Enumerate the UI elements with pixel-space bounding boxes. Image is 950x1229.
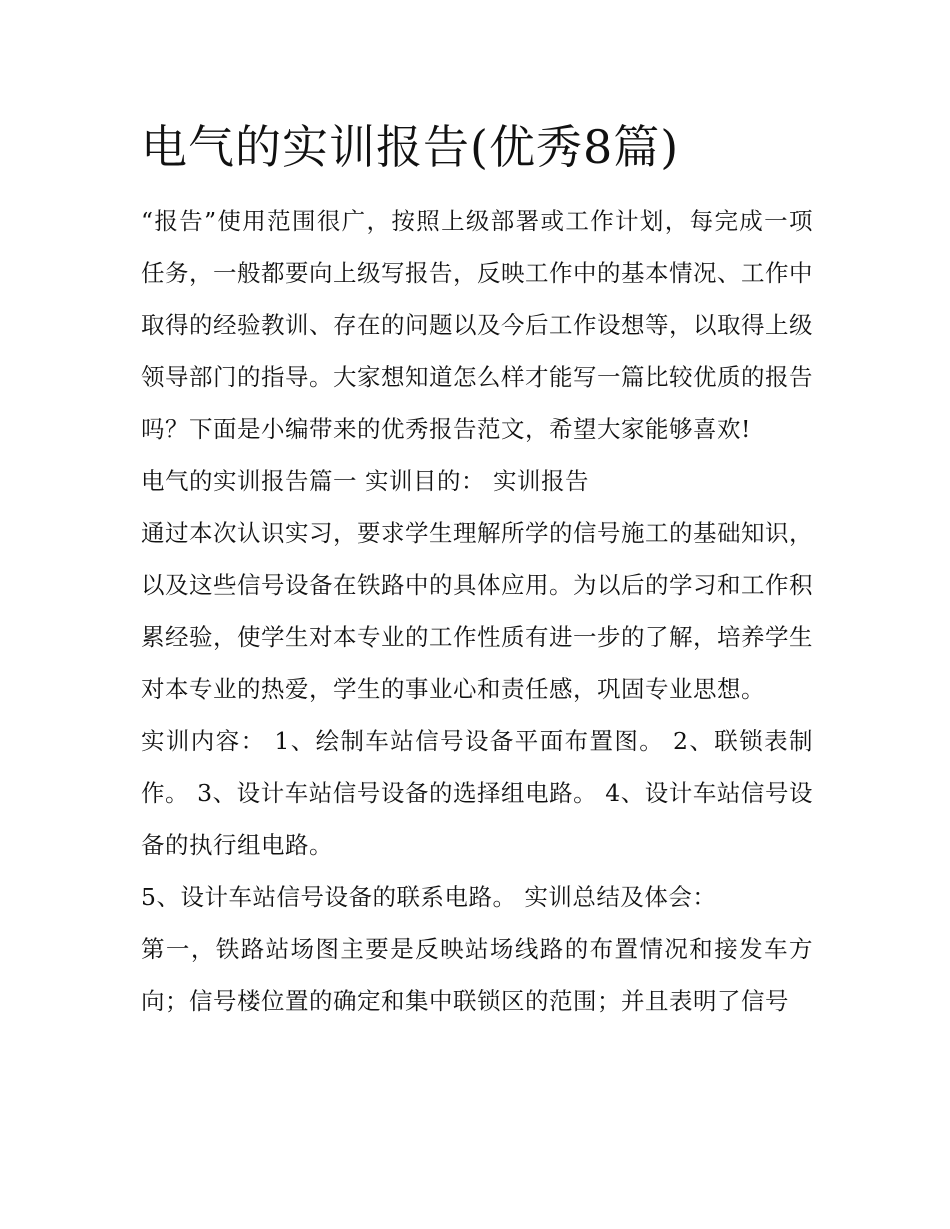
document-body: [141, 195, 813, 1027]
training-purpose-paragraph: 通过本次认识实习，要求学生理解所学的信号施工的基础知识，以及这些信号设备在铁路中的具体应用。为以后的学习和工作积累经验，使学生对本专业的工作性质有进一步的了解，培养学生对本专业的热爱，学生的事业心和责任感，巩固专业思想。: [141, 519, 813, 703]
training-content-continued: 5、设计车站信号设备的联系电路。 实训总结及体会：: [141, 883, 717, 911]
summary-paragraph: 第一，铁路站场图主要是反映站场线路的布置情况和接发车方向；信号楼位置的确定和集中联锁区的范围；并且表明了信号: [141, 935, 813, 1015]
section-heading: 电气的实训报告篇一 实训目的： 实训报告: [141, 467, 589, 495]
intro-paragraph: “报告”使用范围很广，按照上级部署或工作计划，每完成一项任务，一般都要向上级写报告，反映工作中的基本情况、工作中取得的经验教训、存在的问题以及今后工作设想等，以取得上级领导部门的指导。大家想知道怎么样才能写一篇比较优质的报告吗？下面是小编带来的优秀报告范文，希望大家能够喜欢!: [141, 207, 813, 443]
training-content-paragraph: 实训内容： 1、绘制车站信号设备平面布置图。 2、联锁表制作。 3、设计车站信号设备的选择组电路。 4、设计车站信号设备的执行组电路。: [141, 727, 813, 859]
document-title: 电气的实训报告(优秀8篇): [141, 120, 680, 174]
